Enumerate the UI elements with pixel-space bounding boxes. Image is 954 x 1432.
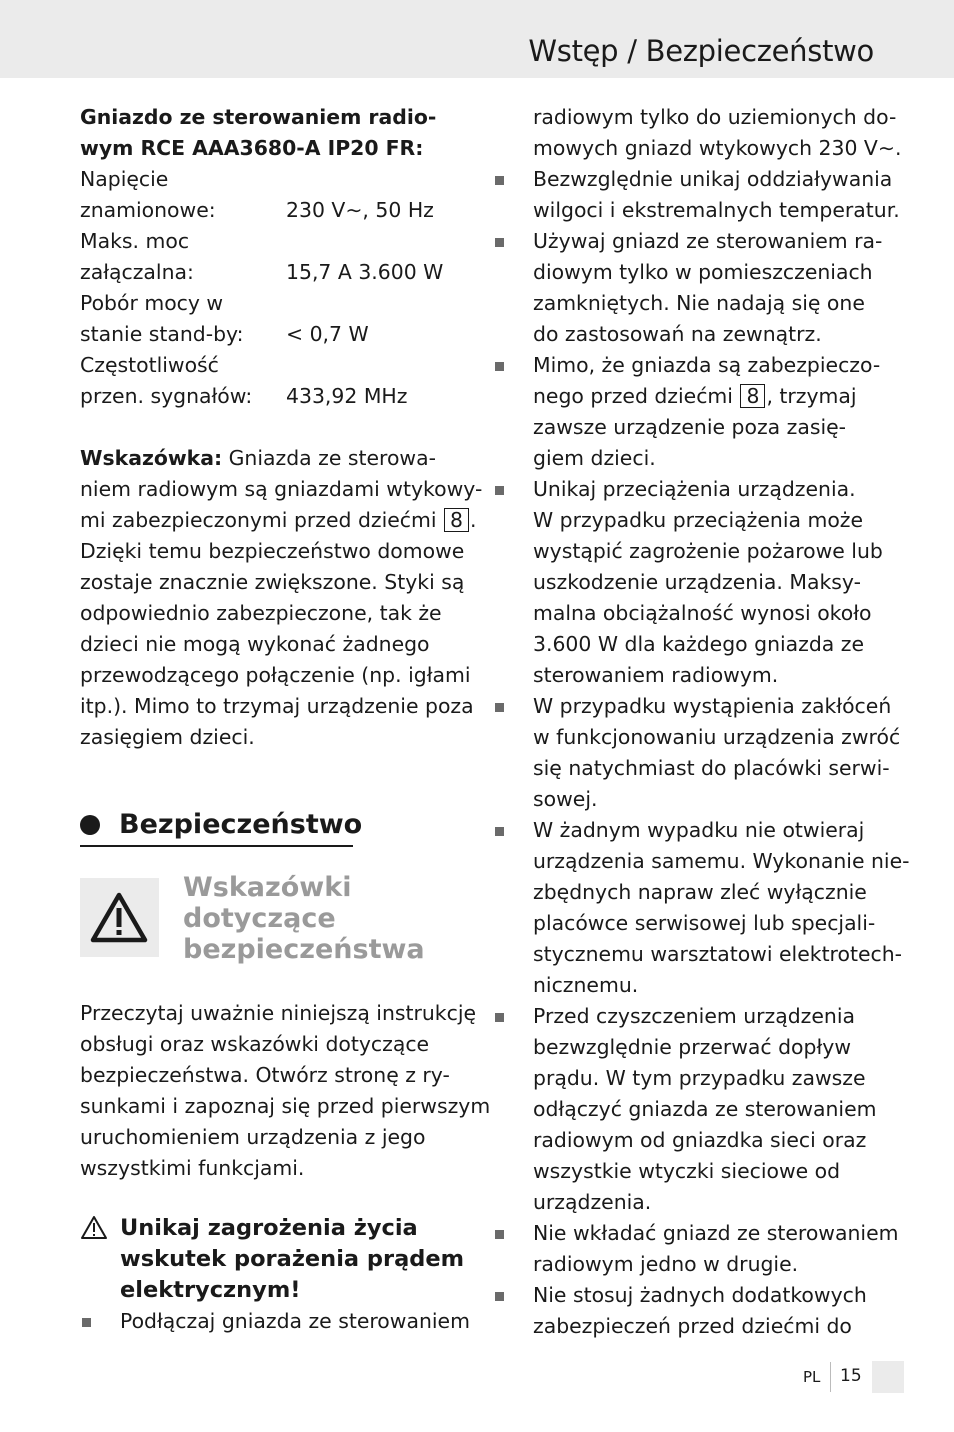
list-item: [493, 102, 902, 164]
list-item-text: zbędnych napraw zleć wyłącznie: [533, 880, 867, 904]
spec-label: Napięcie: [80, 167, 169, 191]
list-item-text: sowej.: [533, 787, 598, 811]
note-line: [80, 443, 475, 474]
list-item-text: radiowym jedno w drugie.: [533, 1252, 799, 1276]
list-item-text: Podłączaj gniazda ze sterowaniem: [120, 1309, 470, 1333]
list-item-text: malna obciążalność wynosi około: [533, 601, 872, 625]
note-line: przewodzącego połączenie (np. igłami: [80, 663, 471, 687]
warning-icon-box: [80, 878, 159, 957]
list-item-text: Unikaj przeciążenia urządzenia.: [533, 477, 856, 501]
intro-line: uruchomieniem urządzenia z jego: [80, 1125, 426, 1149]
safety-subheading-line: dotyczące: [183, 903, 336, 934]
figure-ref: 8: [444, 508, 469, 532]
list-item-text: nicznemu.: [533, 973, 639, 997]
spec-value: 15,7 A 3.600 W: [286, 260, 444, 284]
list-item-text: radiowym od gniazdka sieci oraz: [533, 1128, 867, 1152]
spec-row: [80, 226, 475, 288]
spec-value: 433,92 MHz: [286, 384, 408, 408]
note-text: Gniazda ze sterowa-: [222, 446, 436, 470]
intro-paragraph: [80, 998, 491, 1184]
list-item-text: diowym tylko w pomieszczeniach: [533, 260, 873, 284]
note-line: zasięgiem dzieci.: [80, 725, 255, 749]
bullet-square-icon: [495, 703, 504, 712]
note-line: [80, 505, 475, 536]
spec-label: przen. sygnałów:: [80, 384, 253, 408]
list-item-text: Mimo, że gniazda są zabezpieczo-: [533, 353, 881, 377]
list-item-text: W przypadku przeciążenia może: [533, 508, 864, 532]
list-item-text: zawsze urządzenie poza zasię-: [533, 415, 847, 439]
list-item: [493, 226, 893, 350]
spec-value: 230 V∼, 50 Hz: [286, 198, 434, 222]
warning-triangle-icon: [90, 891, 148, 943]
list-item: [493, 815, 910, 1001]
spec-label: stanie stand-by:: [80, 322, 244, 346]
note-line: Dzięki temu bezpieczeństwo domowe: [80, 539, 465, 563]
list-item: [493, 164, 900, 226]
list-item-text: Używaj gniazd ze sterowaniem ra-: [533, 229, 883, 253]
spec-label: znamionowe:: [80, 198, 216, 222]
safety-subheading-line: Wskazówki: [183, 872, 352, 903]
specs-heading-line: wym RCE AAA3680-A IP20 FR:: [80, 136, 424, 160]
list-item: [493, 1218, 899, 1280]
note-text: .: [470, 508, 477, 532]
list-item-text: , trzymaj: [766, 384, 857, 408]
danger-heading-line: wskutek porażenia prądem: [120, 1246, 465, 1272]
spec-row: [80, 288, 475, 350]
list-item-text: sterowaniem radiowym.: [533, 663, 779, 687]
footer-divider: [830, 1362, 831, 1392]
list-item-text: W przypadku wystąpienia zakłóceń: [533, 694, 892, 718]
bullet-square-icon: [495, 362, 504, 371]
intro-line: sunkami i zapoznaj się przed pierwszym: [80, 1094, 491, 1118]
list-item-text: odłączyć gniazda ze sterowaniem: [533, 1097, 877, 1121]
right-column: [493, 102, 910, 1342]
safety-subheading-line: bezpieczeństwa: [183, 934, 425, 965]
safety-subheading: [183, 872, 425, 965]
list-item-text: placówce serwisowej lub specjali-: [533, 911, 876, 935]
list-item-text: wystąpić zagrożenie pożarowe lub: [533, 539, 883, 563]
note-line: itp.). Mimo to trzymaj urządzenie poza: [80, 694, 474, 718]
note-line: zostaje znacznie zwiększone. Styki są: [80, 570, 465, 594]
intro-line: wszystkimi funkcjami.: [80, 1156, 305, 1180]
list-item: [493, 350, 893, 474]
list-item-text: Przed czyszczeniem urządzenia: [533, 1004, 856, 1028]
bullet-square-icon: [495, 1292, 504, 1301]
list-item-text: W żadnym wypadku nie otwieraj: [533, 818, 865, 842]
page-number: 15: [840, 1366, 862, 1386]
danger-heading: [120, 1213, 464, 1306]
intro-line: obsługi oraz wskazówki dotyczące: [80, 1032, 430, 1056]
list-item: [493, 474, 893, 691]
page-title: Wstęp / Bezpieczeństwo: [528, 34, 874, 68]
left-column: [80, 102, 483, 753]
list-item-text: Nie stosuj żadnych dodatkowych: [533, 1283, 867, 1307]
list-item: [80, 1306, 520, 1337]
bullet-square-icon: [495, 1013, 504, 1022]
footer-language: PL: [803, 1368, 821, 1386]
list-item-text: nego przed dziećmi: [533, 384, 740, 408]
note-line: niem radiowym są gniazdami wtykowy-: [80, 477, 483, 501]
list-item-text: [533, 381, 893, 412]
list-item-text: wszystkie wtyczki sieciowe od: [533, 1159, 841, 1183]
danger-heading-line: Unikaj zagrożenia życia: [120, 1215, 418, 1241]
list-item-text: Nie wkładać gniazd ze sterowaniem: [533, 1221, 899, 1245]
figure-ref: 8: [740, 384, 765, 408]
bullet-square-icon: [495, 176, 504, 185]
list-item-text: urządzenia.: [533, 1190, 652, 1214]
bullet-square-icon: [495, 238, 504, 247]
spec-value: < 0,7 W: [286, 322, 369, 346]
list-item-text: się natychmiast do placówki serwi-: [533, 756, 890, 780]
list-item-text: Bezwzględnie unikaj oddziaływania: [533, 167, 893, 191]
bullet-square-icon: [495, 1230, 504, 1239]
list-item-text: bezwzględnie przerwać dopływ: [533, 1035, 852, 1059]
spec-label: Maks. moc: [80, 229, 190, 253]
bullet-square-icon: [495, 827, 504, 836]
note-line: dzieci nie mogą wykonać żadnego: [80, 632, 430, 656]
list-item-text: w funkcjonowaniu urządzenia zwróć: [533, 725, 901, 749]
list-item: [493, 1280, 893, 1342]
list-item-text: giem dzieci.: [533, 446, 656, 470]
spec-row: [80, 164, 475, 226]
list-item-text: 3.600 W dla każdego gniazda ze: [533, 632, 865, 656]
note-text: mi zabezpieczonymi przed dziećmi: [80, 508, 444, 532]
footer-box: [872, 1361, 904, 1393]
list-item-text: radiowym tylko do uziemionych do-: [533, 105, 897, 129]
list-item-text: wilgoci i ekstremalnych temperatur.: [533, 198, 900, 222]
list-item-text: do zastosowań na zewnątrz.: [533, 322, 822, 346]
spec-label: Pobór mocy w: [80, 291, 224, 315]
bullet-square-icon: [82, 1318, 91, 1327]
list-item: [493, 691, 901, 815]
list-item: [493, 1001, 893, 1218]
section-underline: [80, 845, 353, 847]
list-item-text: zabezpieczeń przed dziećmi do: [533, 1314, 852, 1338]
list-item-text: zamkniętych. Nie nadają się one: [533, 291, 865, 315]
list-item-text: urządzenia samemu. Wykonanie nie-: [533, 849, 910, 873]
note-line: odpowiednio zabezpieczone, tak że: [80, 601, 442, 625]
spec-label: załączalna:: [80, 260, 194, 284]
spec-label: Częstotliwość: [80, 353, 219, 377]
specs-heading-line: Gniazdo ze sterowaniem radio-: [80, 105, 437, 129]
intro-line: bezpieczeństwa. Otwórz stronę z ry-: [80, 1063, 450, 1087]
danger-triangle-icon: [80, 1215, 108, 1240]
list-item-text: stycznemu warsztatowi elektrotech-: [533, 942, 903, 966]
danger-heading-line: elektrycznym!: [120, 1277, 301, 1303]
note-label: Wskazówka:: [80, 446, 223, 470]
section-title: Bezpieczeństwo: [119, 809, 363, 840]
list-item-text: prądu. W tym przypadku zawsze: [533, 1066, 866, 1090]
bullet-dot-icon: [80, 815, 100, 835]
list-item-text: mowych gniazd wtykowych 230 V∼.: [533, 136, 902, 160]
bullet-square-icon: [495, 486, 504, 495]
intro-line: Przeczytaj uważnie niniejszą instrukcję: [80, 1001, 477, 1025]
spec-row: [80, 350, 475, 412]
list-item-text: uszkodzenie urządzenia. Maksy-: [533, 570, 861, 594]
section-heading: [80, 808, 362, 842]
